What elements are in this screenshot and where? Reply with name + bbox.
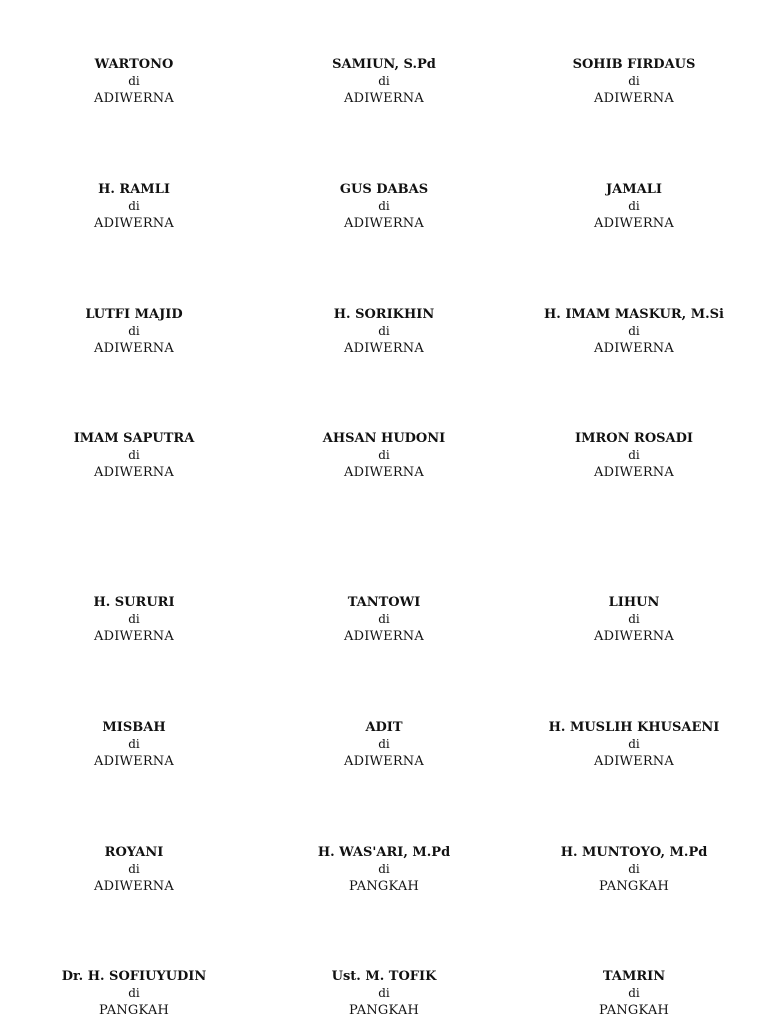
address-label: [509, 430, 759, 481]
recipient-name: H. SORIKHIN: [333, 307, 435, 322]
address-label: [509, 594, 759, 645]
recipient-place: ADIWERNA: [344, 216, 424, 231]
recipient-place: ADIWERNA: [94, 879, 174, 894]
address-label: [259, 430, 509, 481]
recipient-place: PANGKAH: [98, 1003, 169, 1018]
address-label: [9, 181, 259, 232]
recipient-name: ADIT: [365, 720, 403, 735]
address-label: [9, 719, 259, 770]
address-label: [9, 594, 259, 645]
preposition: di: [128, 986, 140, 1000]
preposition: di: [128, 324, 140, 338]
recipient-place: ADIWERNA: [344, 629, 424, 644]
recipient-place: PANGKAH: [348, 1003, 419, 1018]
preposition: di: [128, 737, 140, 751]
address-label: [259, 844, 509, 895]
preposition: di: [128, 862, 140, 876]
preposition: di: [378, 986, 390, 1000]
preposition: di: [628, 324, 640, 338]
recipient-name: H. IMAM MASKUR, M.Si: [544, 307, 724, 322]
recipient-name: ROYANI: [104, 845, 164, 860]
recipient-place: ADIWERNA: [94, 216, 174, 231]
preposition: di: [378, 862, 390, 876]
recipient-place: PANGKAH: [598, 1003, 669, 1018]
recipient-name: LUTFI MAJID: [85, 307, 183, 322]
recipient-name: AHSAN HUDONI: [322, 431, 446, 446]
address-label: [259, 594, 509, 645]
recipient-place: ADIWERNA: [594, 629, 674, 644]
recipient-place: ADIWERNA: [344, 341, 424, 356]
preposition: di: [378, 199, 390, 213]
address-label: [259, 968, 509, 1019]
preposition: di: [378, 612, 390, 626]
preposition: di: [378, 737, 390, 751]
preposition: di: [378, 74, 390, 88]
address-label: [9, 430, 259, 481]
preposition: di: [628, 862, 640, 876]
recipient-place: ADIWERNA: [594, 465, 674, 480]
recipient-name: MISBAH: [102, 720, 166, 735]
preposition: di: [378, 324, 390, 338]
address-label: [509, 181, 759, 232]
address-label: [259, 181, 509, 232]
recipient-name: TAMRIN: [602, 969, 666, 984]
preposition: di: [628, 199, 640, 213]
recipient-place: PANGKAH: [598, 879, 669, 894]
preposition: di: [628, 74, 640, 88]
recipient-name: H. MUNTOYO, M.Pd: [560, 845, 708, 860]
recipient-place: ADIWERNA: [594, 754, 674, 769]
recipient-name: TANTOWI: [347, 595, 421, 610]
preposition: di: [128, 612, 140, 626]
address-label: [9, 56, 259, 107]
address-label: [9, 844, 259, 895]
preposition: di: [628, 612, 640, 626]
preposition: di: [628, 986, 640, 1000]
address-label: [259, 56, 509, 107]
recipient-name: H. MUSLIH KHUSAENI: [548, 720, 720, 735]
preposition: di: [628, 737, 640, 751]
recipient-place: PANGKAH: [348, 879, 419, 894]
recipient-name: Dr. H. SOFIUYUDIN: [61, 969, 207, 984]
recipient-place: ADIWERNA: [94, 629, 174, 644]
address-label: [509, 719, 759, 770]
recipient-place: ADIWERNA: [94, 341, 174, 356]
preposition: di: [128, 199, 140, 213]
recipient-place: ADIWERNA: [594, 341, 674, 356]
preposition: di: [128, 448, 140, 462]
address-label: [509, 968, 759, 1019]
recipient-name: SAMIUN, S.Pd: [332, 57, 436, 72]
recipient-name: LIHUN: [608, 595, 660, 610]
recipient-place: ADIWERNA: [344, 91, 424, 106]
preposition: di: [378, 448, 390, 462]
recipient-name: SOHIB FIRDAUS: [572, 57, 696, 72]
recipient-name: H. WAS'ARI, M.Pd: [317, 845, 451, 860]
recipient-place: ADIWERNA: [94, 465, 174, 480]
recipient-name: H. SURURI: [93, 595, 175, 610]
recipient-place: ADIWERNA: [94, 91, 174, 106]
recipient-name: H. RAMLI: [98, 182, 170, 197]
recipient-place: ADIWERNA: [594, 91, 674, 106]
address-label: [9, 306, 259, 357]
recipient-place: ADIWERNA: [94, 754, 174, 769]
address-label: [259, 719, 509, 770]
recipient-name: GUS DABAS: [339, 182, 429, 197]
address-label: [259, 306, 509, 357]
address-label: [509, 844, 759, 895]
recipient-name: IMRON ROSADI: [575, 431, 693, 446]
recipient-place: ADIWERNA: [594, 216, 674, 231]
recipient-place: ADIWERNA: [344, 465, 424, 480]
address-label: [509, 306, 759, 357]
recipient-name: WARTONO: [94, 57, 174, 72]
recipient-name: Ust. M. TOFIK: [331, 969, 437, 984]
preposition: di: [128, 74, 140, 88]
address-label: [9, 968, 259, 1019]
recipient-name: JAMALI: [606, 182, 662, 197]
preposition: di: [628, 448, 640, 462]
recipient-place: ADIWERNA: [344, 754, 424, 769]
recipient-name: IMAM SAPUTRA: [73, 431, 195, 446]
address-label: [509, 56, 759, 107]
